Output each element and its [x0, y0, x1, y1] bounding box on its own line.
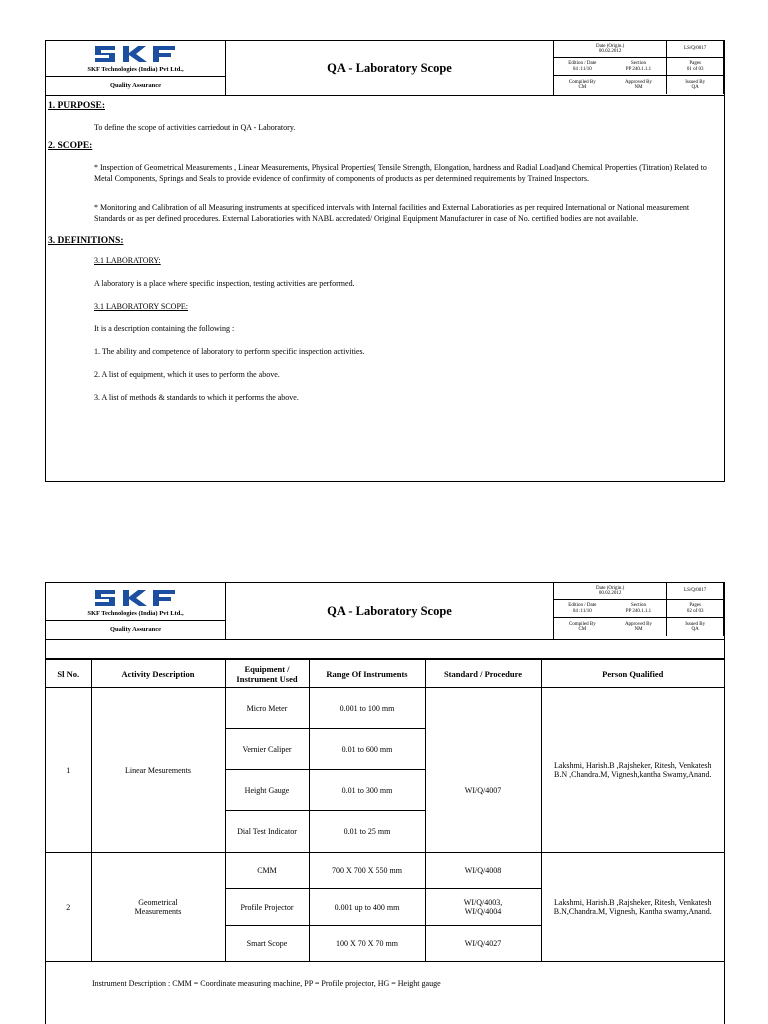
compiled-cell: Compiled By CM [568, 79, 596, 90]
logo-cell [46, 41, 225, 77]
logo-cell [46, 583, 225, 621]
doc-number: LS/Q/0017 [667, 583, 724, 600]
issued-cell: Issued By QA [667, 76, 724, 94]
compiled-cell: Compiled By CM [568, 621, 596, 632]
document-page-1 [45, 40, 725, 482]
sl-cell: 2 [46, 853, 91, 962]
pages-cell: Pages 02 of 03 [667, 600, 724, 618]
range-cell: 100 X 70 X 70 mm [309, 926, 425, 962]
section-cell: Section PP 240.1.1.1 [611, 58, 668, 76]
equipment-cell: Profile Projector [225, 889, 309, 926]
scope-paragraph-1: * Inspection of Geometrical Measurements , Linear Measurements, Physical Properties( Tensile Strength, Elongation, hardness and Radial Load)and Chemical Properties (Titration) Related to Metal Components, Springs and Seals to provide evidence of confirmity of components of products as per determined requirements by Trained Inspectors. [94, 163, 707, 183]
scope-paragraph-2: * Monitoring and Calibration of all Measuring instruments at specificed intervals with Internal facilities and External Laboratiories as per required International or National measurement Standards or as per defined procedures. External Laboratiories with NABL accredated/ Original Equipment Manufacturer in case of No. certified bodies are not available. [94, 203, 690, 223]
col-equipment: Equipment / Instrument Used [225, 660, 309, 688]
skf-logo [93, 588, 179, 608]
sl-cell: 1 [46, 688, 91, 853]
equipment-cell: Micro Meter [225, 688, 309, 729]
approved-cell: Approved By NM [611, 76, 668, 94]
equipment-cell: Height Gauge [225, 770, 309, 811]
instrument-description-note: Instrument Description : CMM = Coordinate measuring machine, PP = Profile projector, HG = Height gauge [92, 979, 441, 988]
standard-cell: WI/Q/4027 [425, 926, 541, 962]
purpose-text: To define the scope of activities carriedout in QA - Laboratory. [94, 123, 296, 132]
company-name: SKF Technologies (India) Pvt Ltd., [87, 66, 184, 73]
equipment-cell: Dial Test Indicator [225, 811, 309, 853]
col-activity: Activity Description [91, 660, 225, 688]
col-sl-no: Sl No. [46, 660, 91, 688]
equipment-cell: Vernier Caliper [225, 729, 309, 770]
edition-cell: Edition / Date 04 :11/10 [554, 600, 611, 618]
edition-cell: Edition / Date 04 :11/10 [554, 58, 611, 76]
list-item-2: 2. A list of equipment, which it uses to perform the above. [94, 370, 280, 379]
range-cell: 0.001 to 100 mm [309, 688, 425, 729]
date-origin-cell: Date (Origin.) 00.02.2012 [554, 583, 667, 600]
department-name: Quality Assurance [109, 82, 162, 89]
activity-cell: Geometrical Measurements [91, 853, 225, 962]
date-origin-cell: Date (Origin.) 00.02.2012 [554, 41, 667, 58]
document-page-2 [45, 582, 725, 1024]
range-cell: 0.01 to 600 mm [309, 729, 425, 770]
doc-number: LS/Q/0017 [667, 41, 724, 58]
spacer-row [46, 640, 724, 659]
laboratory-scope-text: It is a description containing the following : [94, 324, 235, 333]
col-standard: Standard / Procedure [425, 660, 541, 688]
person-cell: Lakshmi, Harish.B ,Rajsheker, Ritesh, Venkatesh B.N ,Chandra.M, Vignesh,kantha Swamy,Anand. [541, 688, 724, 853]
person-cell: Lakshmi, Harish.B ,Rajsheker, Ritesh, Venkatesh B.N,Chandra.M, Vignesh, Kantha swamy,Anand. [541, 853, 724, 962]
col-range: Range Of Instruments [309, 660, 425, 688]
department-name: Quality Assurance [109, 626, 162, 633]
standard-cell: WI/Q/4003, WI/Q/4004 [425, 889, 541, 926]
company-name: SKF Technologies (India) Pvt Ltd., [87, 610, 184, 617]
standard-cell: WI/Q/4007 [425, 770, 541, 811]
table-row [46, 853, 724, 889]
page-title: QA - Laboratory Scope [327, 60, 452, 75]
standard-cell [425, 811, 541, 853]
range-cell: 0.01 to 300 mm [309, 770, 425, 811]
range-cell: 0.01 to 25 mm [309, 811, 425, 853]
standard-cell: WI/Q/4008 [425, 853, 541, 889]
list-item-3: 3. A list of methods & standards to which it performs the above. [94, 393, 299, 402]
equipment-cell: Smart Scope [225, 926, 309, 962]
standard-cell [425, 688, 541, 729]
table-row [46, 688, 724, 729]
activity-cell: Linear Mesurements [91, 688, 225, 853]
issued-cell: Issued By QA [667, 618, 724, 636]
page-title: QA - Laboratory Scope [327, 603, 452, 618]
skf-logo [93, 44, 179, 64]
laboratory-subheading: 3.1 LABORATORY: [94, 256, 161, 265]
purpose-heading: 1. PURPOSE: [48, 101, 105, 111]
page-header [46, 41, 724, 96]
document-meta-grid [553, 583, 724, 639]
pages-cell: Pages 01 of 03 [667, 58, 724, 76]
page-header [46, 583, 724, 640]
scope-table [46, 659, 724, 962]
section-cell: Section PP 240.1.1.1 [611, 600, 668, 618]
range-cell: 0.001 up to 400 mm [309, 889, 425, 926]
standard-cell [425, 729, 541, 770]
document-meta-grid [553, 41, 724, 95]
definitions-heading: 3. DEFINITIONS: [48, 236, 124, 246]
equipment-cell: CMM [225, 853, 309, 889]
table-header-row [46, 660, 724, 688]
range-cell: 700 X 700 X 550 mm [309, 853, 425, 889]
list-item-1: 1. The ability and competence of laboratory to perform specific inspection activities. [94, 347, 365, 356]
scope-heading: 2. SCOPE: [48, 141, 93, 151]
page-body [46, 101, 724, 403]
approved-cell: Approved By NM [611, 618, 668, 636]
col-person: Person Qualified [541, 660, 724, 688]
laboratory-scope-subheading: 3.1 LABORATORY SCOPE: [94, 302, 189, 311]
laboratory-text: A laboratory is a place where specific inspection, testing activities are performed. [94, 279, 355, 288]
